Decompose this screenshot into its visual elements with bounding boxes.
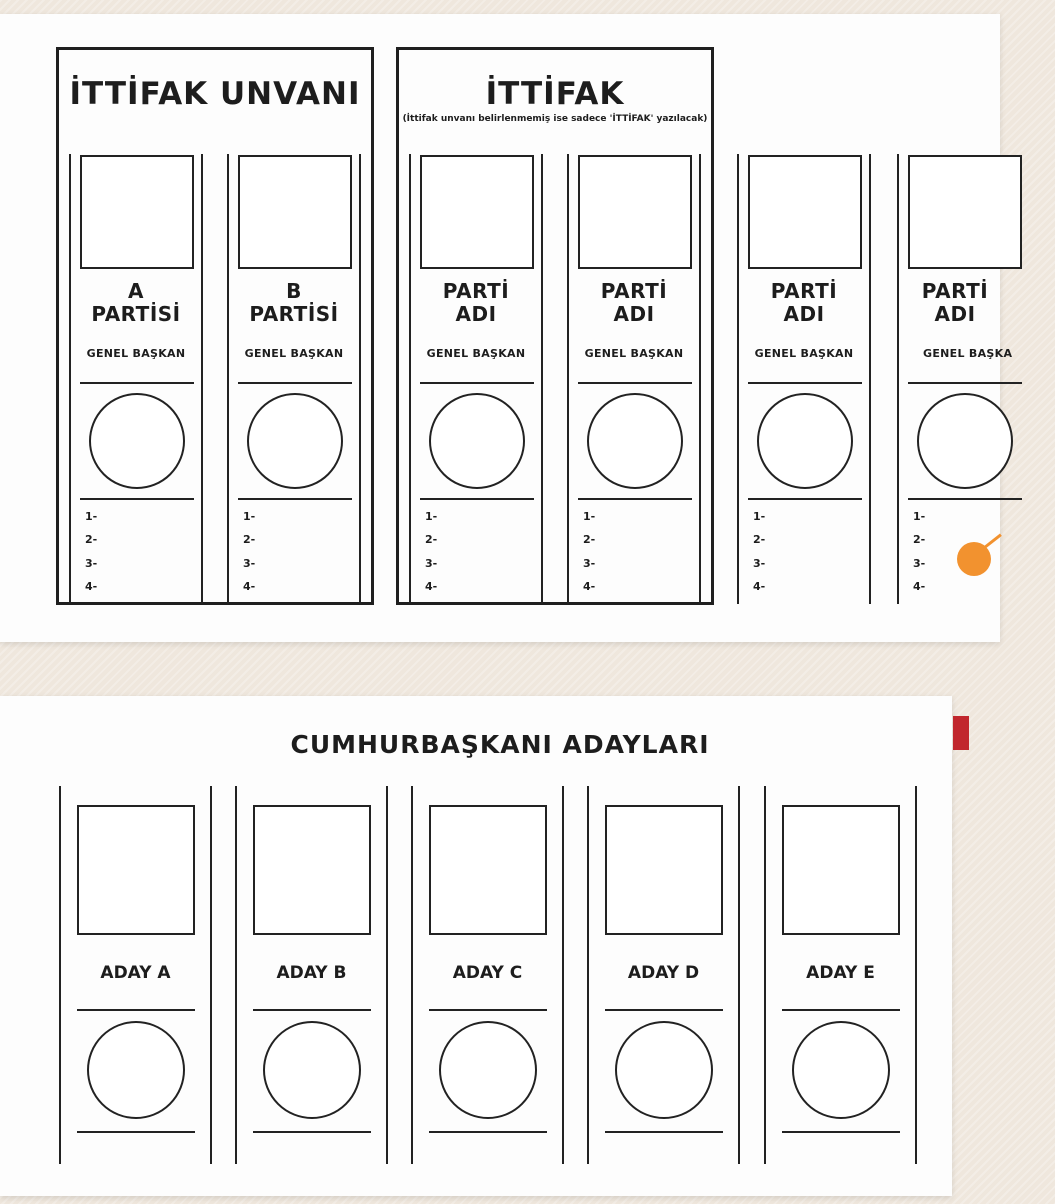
candidate-name: ADAY E <box>806 963 875 983</box>
party-column-b[interactable] <box>227 154 361 604</box>
candidate-column-a[interactable] <box>59 786 212 1164</box>
vote-stamp-circle[interactable] <box>87 1021 185 1119</box>
vote-stamp-circle[interactable] <box>247 393 343 489</box>
party-name: PARTİ ADI <box>770 279 838 326</box>
divider <box>605 1131 723 1133</box>
divider <box>782 1131 900 1133</box>
divider <box>908 382 1022 384</box>
vote-stamp-circle[interactable] <box>615 1021 713 1119</box>
party-leader-label: GENEL BAŞKA <box>923 347 1013 360</box>
party-column-3[interactable] <box>409 154 543 604</box>
candidate-photo-box <box>605 805 723 935</box>
party-leader-label: GENEL BAŞKAN <box>86 347 186 360</box>
party-column-4[interactable] <box>567 154 701 604</box>
candidate-column-e[interactable] <box>764 786 917 1164</box>
candidate-name: ADAY C <box>452 963 523 983</box>
party-name: PARTİ ADI <box>600 279 668 326</box>
candidate-number-list: 1- 2- 3- 4- <box>583 510 596 593</box>
party-leader-label: GENEL BAŞKAN <box>584 347 684 360</box>
candidate-photo-box <box>253 805 371 935</box>
candidate-number-list: 1- 2- 3- 4- <box>913 510 926 593</box>
vote-stamp-circle[interactable] <box>757 393 853 489</box>
vote-stamp-circle[interactable] <box>89 393 185 489</box>
divider <box>420 382 534 384</box>
party-leader-label: GENEL BAŞKAN <box>754 347 854 360</box>
candidate-photo-box <box>429 805 547 935</box>
party-name: PARTİ ADI <box>921 279 989 326</box>
divider <box>748 498 862 500</box>
candidate-name: ADAY D <box>627 963 700 983</box>
alliance-note: (İttifak unvanı belirlenmemiş ise sadece 'İTTİFAK' yazılacak) <box>402 114 708 124</box>
presidential-title: CUMHURBAŞKANI ADAYLARI <box>290 730 710 759</box>
divider <box>782 1009 900 1011</box>
party-column-a[interactable] <box>69 154 203 604</box>
vote-stamp-circle[interactable] <box>263 1021 361 1119</box>
divider <box>429 1131 547 1133</box>
candidate-photo-box <box>77 805 195 935</box>
candidate-name: ADAY A <box>100 963 171 983</box>
candidate-number-list: 1- 2- 3- 4- <box>753 510 766 593</box>
divider <box>253 1131 371 1133</box>
divider <box>908 498 1022 500</box>
party-logo-box <box>908 155 1022 269</box>
party-logo-box <box>420 155 534 269</box>
party-logo-box <box>80 155 194 269</box>
candidate-photo-box <box>782 805 900 935</box>
party-logo-box <box>578 155 692 269</box>
candidate-column-b[interactable] <box>235 786 388 1164</box>
divider <box>238 498 352 500</box>
divider <box>77 1131 195 1133</box>
divider <box>80 498 194 500</box>
divider <box>578 498 692 500</box>
party-column-6-clip <box>897 154 1013 604</box>
party-name: A PARTİSİ <box>91 279 181 326</box>
vote-stamp-circle[interactable] <box>439 1021 537 1119</box>
vote-stamp-circle[interactable] <box>917 393 1013 489</box>
candidate-number-list: 1- 2- 3- 4- <box>243 510 256 593</box>
candidate-name: ADAY B <box>276 963 347 983</box>
vote-stamp-circle[interactable] <box>429 393 525 489</box>
vote-stamp-circle[interactable] <box>587 393 683 489</box>
divider <box>420 498 534 500</box>
divider <box>578 382 692 384</box>
candidate-column-c[interactable] <box>411 786 564 1164</box>
alliance-title: İTTİFAK UNVANI <box>69 76 361 112</box>
divider <box>429 1009 547 1011</box>
divider <box>253 1009 371 1011</box>
candidate-number-list: 1- 2- 3- 4- <box>425 510 438 593</box>
divider <box>77 1009 195 1011</box>
candidate-column-d[interactable] <box>587 786 740 1164</box>
divider <box>238 382 352 384</box>
vote-stamp-circle[interactable] <box>792 1021 890 1119</box>
divider <box>605 1009 723 1011</box>
party-column-6[interactable] <box>897 154 1031 604</box>
party-logo-box <box>748 155 862 269</box>
party-leader-label: GENEL BAŞKAN <box>244 347 344 360</box>
party-column-5[interactable] <box>737 154 871 604</box>
party-name: PARTİ ADI <box>442 279 510 326</box>
divider <box>80 382 194 384</box>
party-logo-box <box>238 155 352 269</box>
pointer-dot <box>957 542 991 576</box>
party-leader-label: GENEL BAŞKAN <box>426 347 526 360</box>
candidate-number-list: 1- 2- 3- 4- <box>85 510 98 593</box>
divider <box>748 382 862 384</box>
party-name: B PARTİSİ <box>249 279 339 326</box>
alliance-title: İTTİFAK <box>485 76 625 112</box>
